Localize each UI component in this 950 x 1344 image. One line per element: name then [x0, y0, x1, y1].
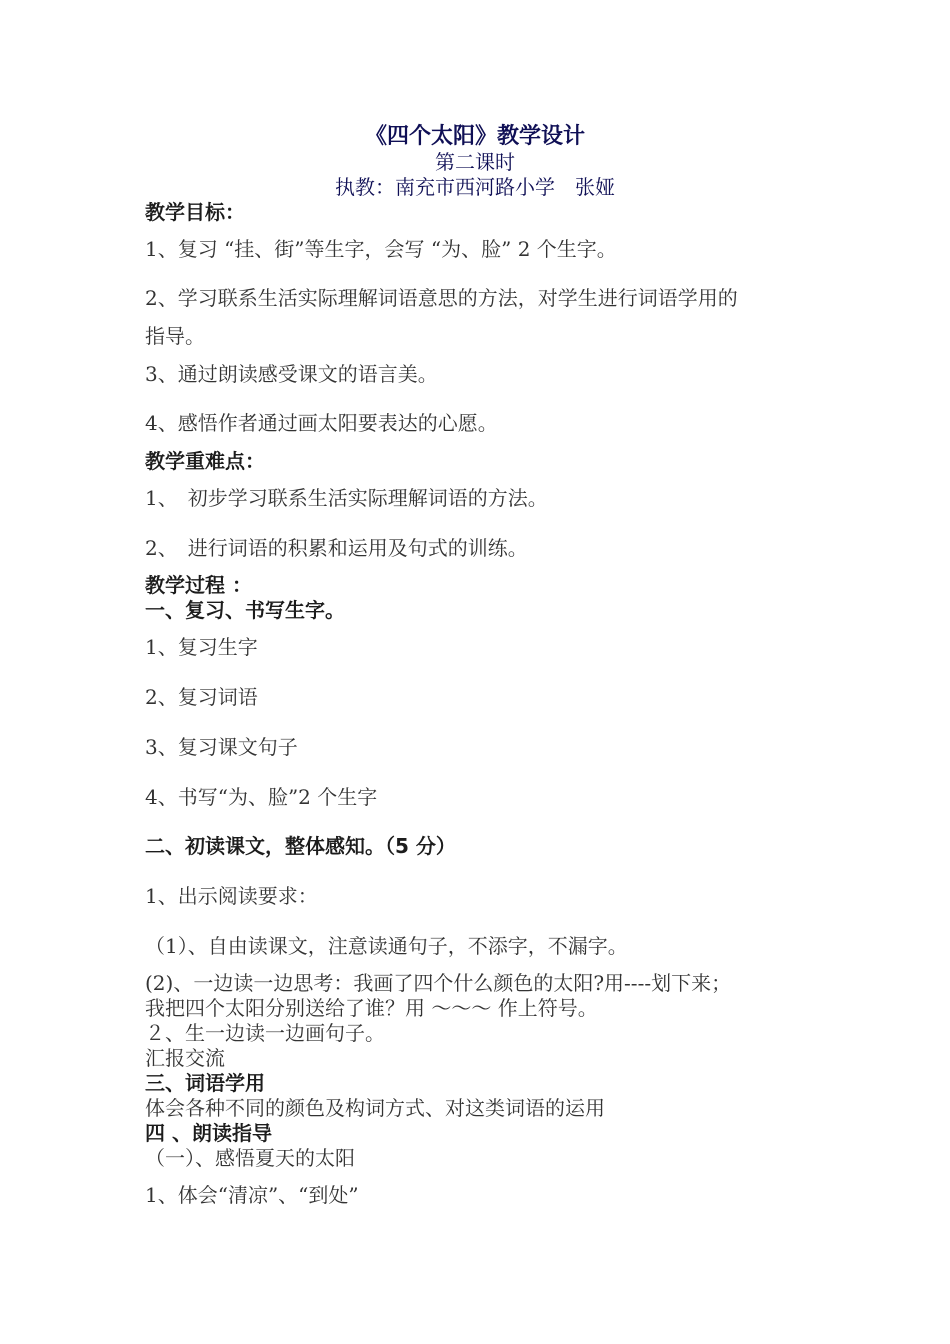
section2-item: 我把四个太阳分别送给了谁？用 ～～～ 作上符号。: [145, 996, 598, 1020]
section4-item: 1、体会“清凉”、“到处”: [145, 1183, 359, 1207]
section2-item: ２、生一边读一边画句子。: [145, 1021, 385, 1045]
objective-item: 指导。: [145, 324, 205, 348]
section1-item: 2、复习词语: [145, 685, 258, 709]
section2-item: （1）、自由读课文，注意读通句子，不添字，不漏字。: [145, 934, 628, 958]
lesson-label: 第二课时: [435, 150, 515, 174]
keypoint-item: 2、 进行词语的积累和运用及句式的训练。: [145, 536, 528, 560]
section4-item: （一）、感悟夏天的太阳: [145, 1146, 355, 1170]
section1-item: 4、书写“为、脸”2 个生字: [145, 785, 378, 809]
section2-item: (2)、一边读一边思考：我画了四个什么颜色的太阳?用----划下来；: [145, 971, 732, 995]
section1-item: 3、复习课文句子: [145, 735, 298, 759]
section4-heading: 四 、朗读指导: [145, 1121, 272, 1145]
section3-heading: 三、词语学用: [145, 1071, 265, 1095]
section1-item: 1、复习生字: [145, 635, 258, 659]
objective-item: 3、通过朗读感受课文的语言美。: [145, 362, 438, 386]
section2-item: 汇报交流: [145, 1046, 225, 1070]
keypoints-heading: 教学重难点：: [145, 449, 265, 473]
teacher-line: 执教：南充市西河路小学 张娅: [335, 175, 615, 199]
section1-heading: 一、复习、书写生字。: [145, 598, 345, 622]
section2-heading: 二、初读课文，整体感知。（5 分）: [145, 834, 456, 858]
section2-item: 1、出示阅读要求：: [145, 884, 318, 908]
objectives-heading: 教学目标：: [145, 200, 245, 224]
objective-item: 4、感悟作者通过画太阳要表达的心愿。: [145, 411, 498, 435]
document-title: 《四个太阳》教学设计: [364, 124, 585, 149]
objective-item: 1、复习 “挂、街”等生字，会写 “为、脸” 2 个生字。: [145, 237, 617, 261]
section3-text: 体会各种不同的颜色及构词方式、对这类词语的运用: [145, 1096, 605, 1120]
process-heading: 教学过程 ：: [145, 573, 252, 597]
objective-item: 2、学习联系生活实际理解词语意思的方法，对学生进行词语学用的: [145, 286, 738, 310]
keypoint-item: 1、 初步学习联系生活实际理解词语的方法。: [145, 486, 548, 510]
